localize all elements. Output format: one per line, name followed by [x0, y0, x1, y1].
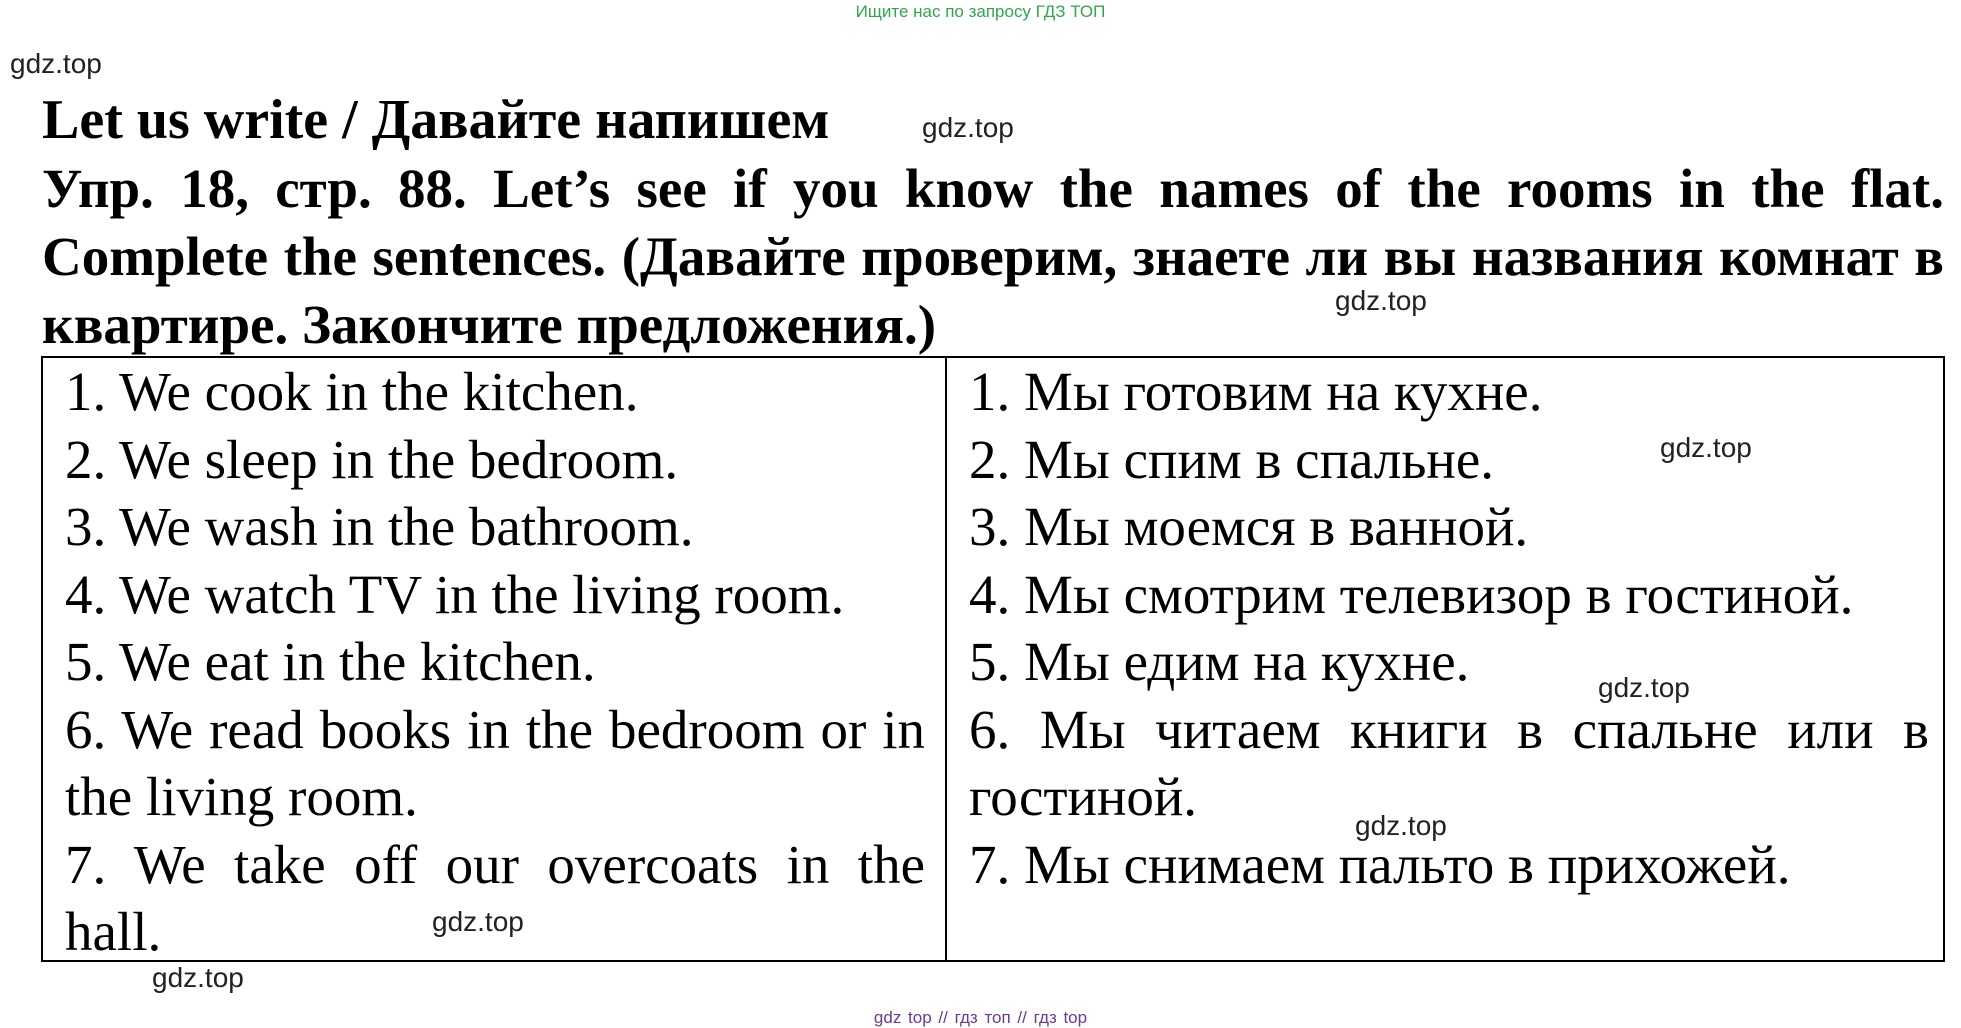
watermark: gdz.top: [432, 906, 524, 937]
english-sentence: 7. We take off our overcoats in the hall.: [65, 833, 925, 962]
english-sentence: 3. We wash in the bathroom.: [65, 496, 694, 557]
watermark: gdz.top: [1598, 672, 1690, 703]
watermark: gdz.top: [10, 48, 102, 79]
russian-sentence: 3. Мы моемся в ванной.: [969, 496, 1529, 557]
english-column: [65, 358, 925, 966]
russian-sentence: 7. Мы снимаем пальто в прихожей.: [969, 833, 1791, 895]
english-sentence: 2. We sleep in the bedroom.: [65, 428, 679, 490]
russian-column: [969, 358, 1929, 898]
task-text: Упр. 18, стр. 88. Let’s see if you know the names of the rooms in the flat. Complete the sentences. (Давайте проверим, знаете ли вы названия комнат в квартире. Закончите предложения.): [42, 158, 1944, 355]
russian-sentence: 1. Мы готовим на кухне.: [969, 361, 1543, 422]
watermark: gdz.top: [1355, 810, 1447, 841]
english-sentence: 5. We eat in the kitchen.: [65, 631, 596, 692]
column-divider: [945, 358, 947, 960]
russian-sentence: 5. Мы едим на кухне.: [969, 631, 1470, 692]
page-title: Let us write / Давайте напишем: [42, 89, 830, 151]
top-banner: Ищите нас по запросу ГДЗ ТОП: [855, 2, 1106, 21]
watermark: gdz.top: [922, 112, 1014, 143]
watermark: gdz.top: [1335, 285, 1427, 316]
watermark: gdz.top: [1660, 432, 1752, 463]
russian-sentence: 2. Мы спим в спальне.: [969, 428, 1495, 490]
footer: gdz top // гдз топ // гдз top: [873, 1008, 1088, 1027]
russian-sentence: 6. Мы читаем книги в спальне или в гостиной.: [969, 698, 1929, 827]
english-sentence: 1. We cook in the kitchen.: [65, 361, 639, 422]
english-sentence: 6. We read books in the bedroom or in the living room.: [65, 698, 925, 827]
russian-sentence: 4. Мы смотрим телевизор в гостиной.: [969, 563, 1854, 625]
english-sentence: 4. We watch TV in the living room.: [65, 563, 845, 625]
watermark: gdz.top: [152, 962, 244, 993]
